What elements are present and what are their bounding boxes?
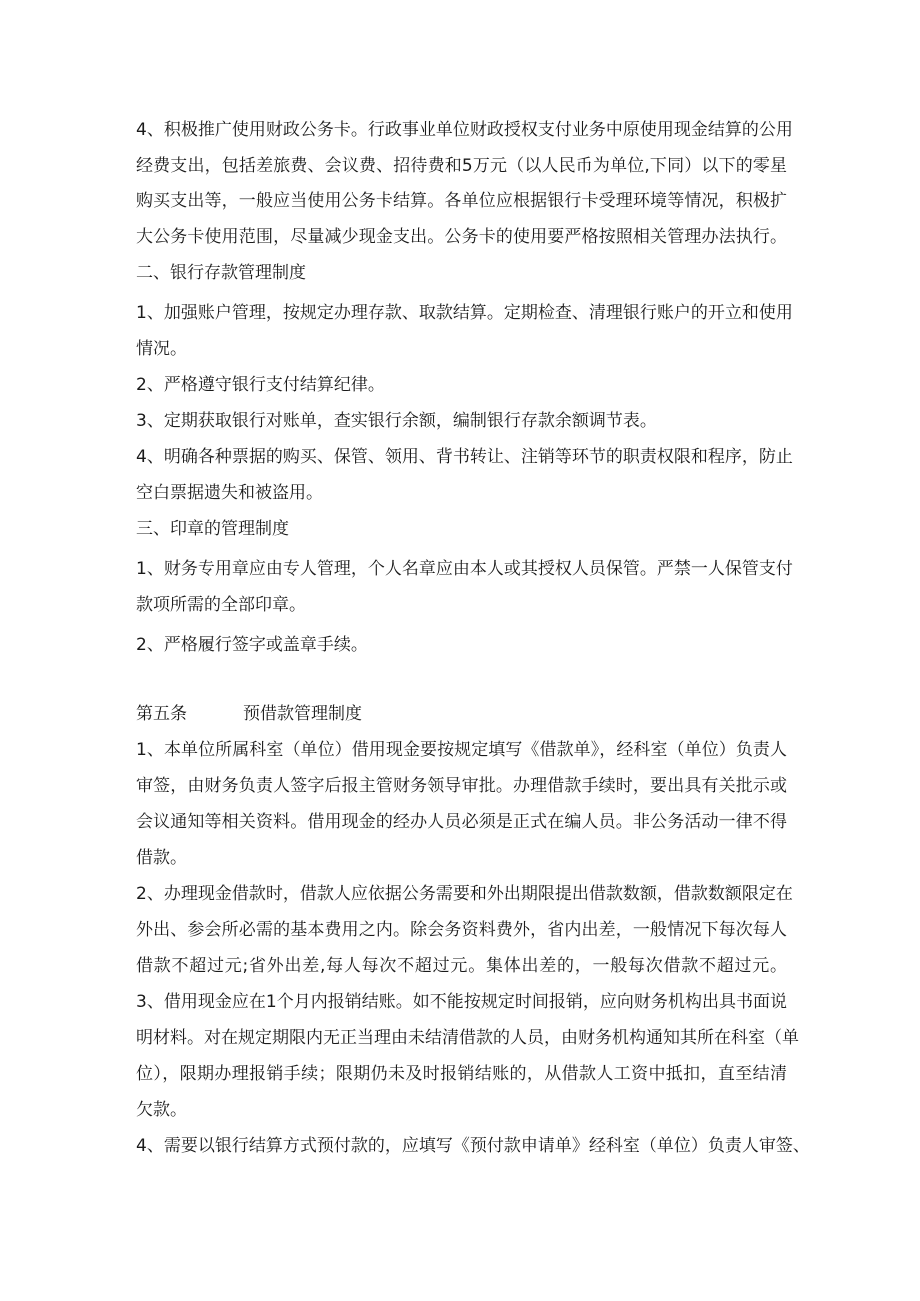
text-line: 1、财务专用章应由专人管理，个人名章应由本人或其授权人员保管。严禁一人保管支付 (136, 559, 793, 579)
text-line: 4、需要以银行结算方式预付款的，应填写《预付款申请单》经科室（单位）负责人审签、 (136, 1136, 810, 1156)
section-heading (136, 703, 787, 725)
text-line: 三、印章的管理制度 (136, 519, 289, 539)
text-line: 2、严格履行签字或盖章手续。 (136, 635, 368, 655)
text-line: 4、积极推广使用财政公务卡。行政事业单位财政授权支付业务中原使用现金结算的公用 (136, 120, 793, 140)
text-line: 情况。 (136, 339, 187, 359)
text-line: 3、借用现金应在1个月内报销结账。如不能按规定时间报销，应向财务机构出具书面说 (136, 992, 787, 1012)
article-title: 预借款管理制度 (243, 704, 362, 724)
text-line: 会议通知等相关资料。借用现金的经办人员必须是正式在编人员。非公务活动一律不得 (136, 812, 787, 832)
text-line: 2、严格遵守银行支付结算纪律。 (136, 375, 385, 395)
text-line: 3、定期获取银行对账单，查实银行余额，编制银行存款余额调节表。 (136, 411, 657, 431)
text-line: 外出、参会所必需的基本费用之内。除会务资料费外，省内出差，一般情况下每次每人 (136, 920, 787, 940)
text-line: 借款。 (136, 848, 187, 868)
text-line: 借款不超过元;省外出差,每人每次不超过元。集体出差的，一般每次借款不超过元。 (136, 956, 787, 976)
text-line: 明材料。对在规定期限内无正当理由未结清借款的人员，由财务机构通知其所在科室（单 (136, 1028, 799, 1048)
text-line: 2、办理现金借款时，借款人应依据公务需要和外出期限提出借款数额，借款数额限定在 (136, 884, 793, 904)
text-line: 二、银行存款管理制度 (136, 263, 306, 283)
article-number: 第五条 (136, 704, 187, 724)
text-line: 1、加强账户管理，按规定办理存款、取款结算。定期检查、清理银行账户的开立和使用 (136, 303, 793, 323)
text-line: 经费支出，包括差旅费、会议费、招待费和5万元（以人民币为单位,下同）以下的零星 (136, 156, 787, 176)
text-line: 欠款。 (136, 1100, 187, 1120)
text-line: 空白票据遗失和被盗用。 (136, 483, 323, 503)
text-line: 1、本单位所属科室（单位）借用现金要按规定填写《借款单》，经科室（单位）负责人 (136, 740, 787, 760)
text-line: 审签，由财务负责人签字后报主管财务领导审批。办理借款手续时，要出具有关批示或 (136, 776, 787, 796)
text-line: 位），限期办理报销手续；限期仍未及时报销结账的，从借款人工资中抵扣，直至结清 (136, 1064, 787, 1084)
text-line: 大公务卡使用范围，尽量减少现金支出。公务卡的使用要严格按照相关管理办法执行。 (136, 227, 787, 247)
text-line: 购买支出等，一般应当使用公务卡结算。各单位应根据银行卡受理环境等情况，积极扩 (136, 191, 787, 211)
text-line: 4、明确各种票据的购买、保管、领用、背书转让、注销等环节的职责权限和程序，防止 (136, 447, 793, 467)
text-line: 款项所需的全部印章。 (136, 595, 306, 615)
